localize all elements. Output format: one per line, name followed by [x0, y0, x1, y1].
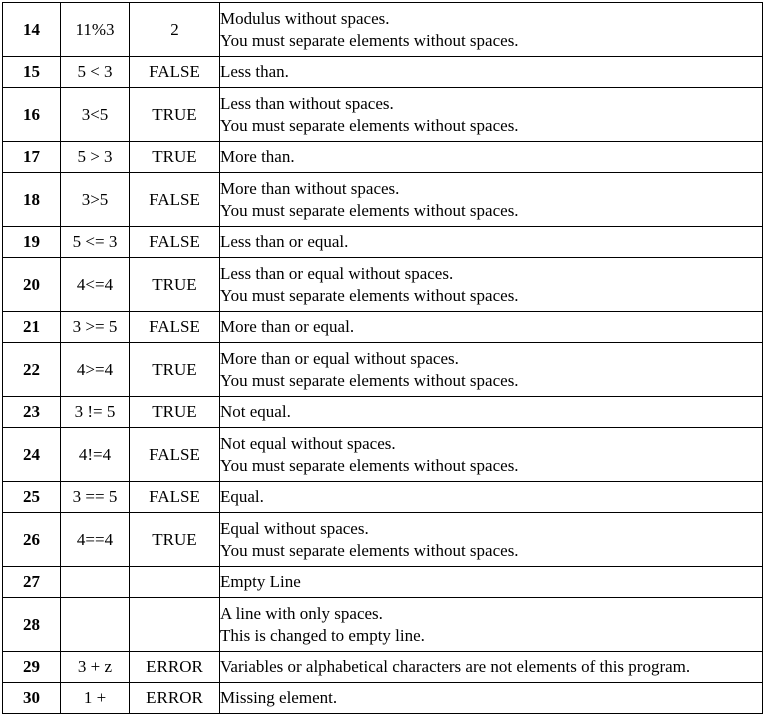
table-row — [3, 57, 763, 88]
result-cell: FALSE — [130, 428, 220, 482]
table-row — [3, 397, 763, 428]
description-line: You must separate elements without spaces. — [220, 455, 519, 475]
result-cell: TRUE — [130, 343, 220, 397]
description-line: More than. — [220, 147, 295, 166]
description-line: You must separate elements without spaces. — [220, 370, 519, 390]
result-cell: TRUE — [130, 397, 220, 428]
row-number-cell: 19 — [3, 227, 61, 258]
row-number-cell: 29 — [3, 652, 61, 683]
description-cell — [220, 428, 763, 482]
row-number-cell: 26 — [3, 513, 61, 567]
description-cell — [220, 397, 763, 428]
result-cell: ERROR — [130, 652, 220, 683]
expression-cell: 5 > 3 — [61, 142, 130, 173]
test-cases-table — [2, 2, 763, 714]
row-number-cell: 22 — [3, 343, 61, 397]
description-cell — [220, 683, 763, 714]
description-cell — [220, 142, 763, 173]
result-cell — [130, 598, 220, 652]
table-body — [3, 3, 763, 714]
description-line: You must separate elements without spaces. — [220, 115, 519, 135]
expression-cell: 4!=4 — [61, 428, 130, 482]
row-number-cell: 14 — [3, 3, 61, 57]
expression-cell: 3<5 — [61, 88, 130, 142]
table-row — [3, 598, 763, 652]
description-line: More than or equal without spaces. — [220, 348, 459, 368]
result-cell — [130, 567, 220, 598]
description-line: Not equal without spaces. — [220, 433, 396, 453]
row-number-cell: 24 — [3, 428, 61, 482]
description-line: Variables or alphabetical characters are not elements of this program. — [220, 657, 691, 676]
description-line: More than or equal. — [220, 317, 355, 336]
result-cell: TRUE — [130, 88, 220, 142]
expression-cell: 3>5 — [61, 173, 130, 227]
description-line: You must separate elements without spaces. — [220, 285, 519, 305]
description-line: This is changed to empty line. — [220, 625, 425, 645]
description-cell — [220, 57, 763, 88]
description-line: A line with only spaces. — [220, 603, 383, 623]
description-line: You must separate elements without spaces. — [220, 30, 519, 50]
row-number-cell: 18 — [3, 173, 61, 227]
result-cell: TRUE — [130, 258, 220, 312]
description-cell — [220, 513, 763, 567]
expression-cell: 3 != 5 — [61, 397, 130, 428]
table-row — [3, 683, 763, 714]
expression-cell — [61, 598, 130, 652]
description-cell — [220, 598, 763, 652]
description-cell — [220, 173, 763, 227]
row-number-cell: 16 — [3, 88, 61, 142]
table-row — [3, 567, 763, 598]
description-line: You must separate elements without spaces. — [220, 200, 519, 220]
table-row — [3, 312, 763, 343]
description-line: Equal. — [220, 487, 264, 506]
result-cell: FALSE — [130, 173, 220, 227]
description-line: Less than. — [220, 62, 289, 81]
result-cell: TRUE — [130, 513, 220, 567]
row-number-cell: 27 — [3, 567, 61, 598]
table-row — [3, 88, 763, 142]
row-number-cell: 17 — [3, 142, 61, 173]
expression-cell: 1 + — [61, 683, 130, 714]
expression-cell: 4==4 — [61, 513, 130, 567]
description-cell — [220, 3, 763, 57]
table-row — [3, 428, 763, 482]
row-number-cell: 28 — [3, 598, 61, 652]
table-row — [3, 513, 763, 567]
result-cell: TRUE — [130, 142, 220, 173]
expression-cell: 11%3 — [61, 3, 130, 57]
description-line: You must separate elements without spaces. — [220, 540, 519, 560]
description-line: More than without spaces. — [220, 178, 400, 198]
description-line: Less than without spaces. — [220, 93, 394, 113]
description-cell — [220, 312, 763, 343]
row-number-cell: 15 — [3, 57, 61, 88]
description-cell — [220, 567, 763, 598]
description-cell — [220, 482, 763, 513]
description-line: Equal without spaces. — [220, 518, 369, 538]
result-cell: FALSE — [130, 57, 220, 88]
result-cell: ERROR — [130, 683, 220, 714]
row-number-cell: 23 — [3, 397, 61, 428]
table-row — [3, 343, 763, 397]
table-row — [3, 227, 763, 258]
expression-cell: 4>=4 — [61, 343, 130, 397]
description-line: Missing element. — [220, 688, 338, 707]
table-row — [3, 482, 763, 513]
row-number-cell: 21 — [3, 312, 61, 343]
table-row — [3, 3, 763, 57]
table-row — [3, 652, 763, 683]
description-cell — [220, 258, 763, 312]
description-line: Empty Line — [220, 572, 301, 591]
description-line: Less than or equal. — [220, 232, 349, 251]
result-cell: 2 — [130, 3, 220, 57]
expression-cell: 3 + z — [61, 652, 130, 683]
result-cell: FALSE — [130, 227, 220, 258]
expression-cell: 4<=4 — [61, 258, 130, 312]
description-cell — [220, 343, 763, 397]
expression-cell: 5 <= 3 — [61, 227, 130, 258]
expression-cell — [61, 567, 130, 598]
description-line: Less than or equal without spaces. — [220, 263, 454, 283]
description-cell — [220, 227, 763, 258]
description-cell — [220, 88, 763, 142]
table-row — [3, 142, 763, 173]
row-number-cell: 25 — [3, 482, 61, 513]
expression-cell: 3 == 5 — [61, 482, 130, 513]
expression-cell: 5 < 3 — [61, 57, 130, 88]
row-number-cell: 20 — [3, 258, 61, 312]
row-number-cell: 30 — [3, 683, 61, 714]
table-row — [3, 258, 763, 312]
table-row — [3, 173, 763, 227]
expression-cell: 3 >= 5 — [61, 312, 130, 343]
result-cell: FALSE — [130, 482, 220, 513]
description-line: Not equal. — [220, 402, 291, 421]
description-line: Modulus without spaces. — [220, 8, 390, 28]
description-cell — [220, 652, 763, 683]
result-cell: FALSE — [130, 312, 220, 343]
